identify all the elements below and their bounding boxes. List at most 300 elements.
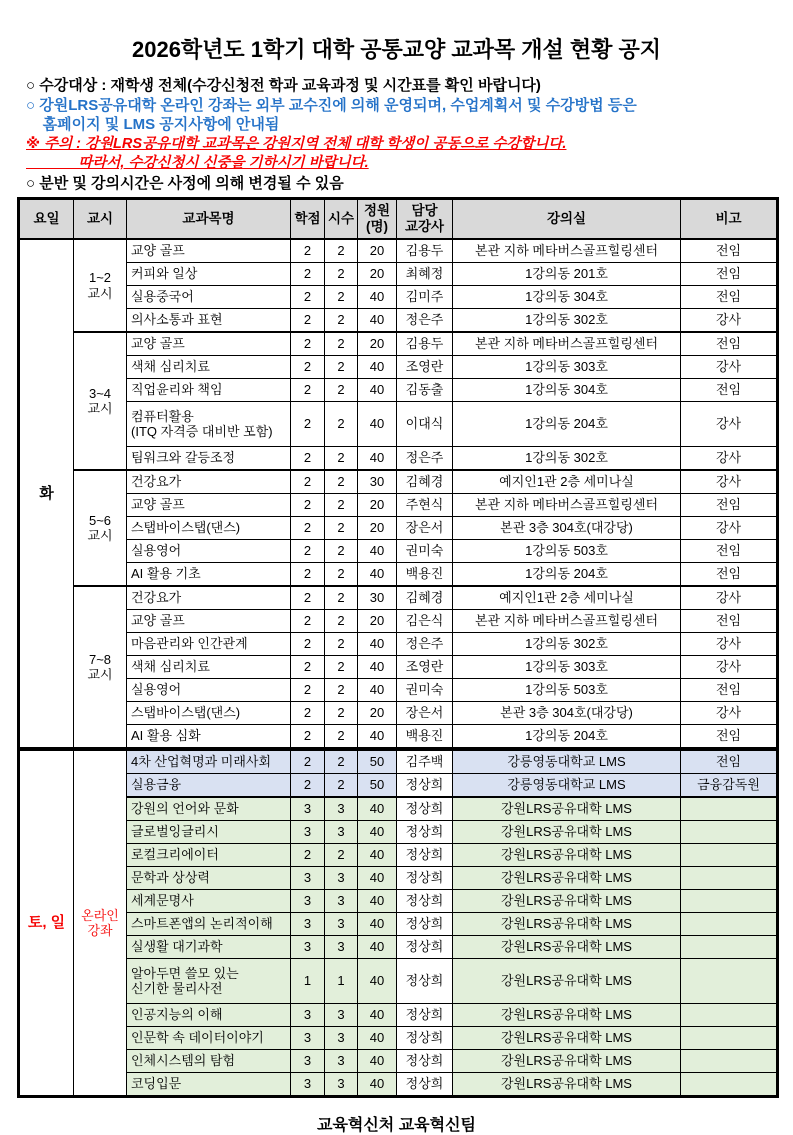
room-cell: 1강의동 302호 <box>453 633 681 656</box>
instructor-cell: 김용두 <box>397 332 453 356</box>
credit-cell: 3 <box>291 890 325 913</box>
quota-cell: 40 <box>358 890 397 913</box>
quota-cell: 40 <box>358 633 397 656</box>
room-cell: 1강의동 304호 <box>453 286 681 309</box>
course-name-cell: 실생활 대기과학 <box>127 936 291 959</box>
quota-cell: 40 <box>358 540 397 563</box>
credit-cell: 3 <box>291 797 325 821</box>
column-header: 담당 교강사 <box>397 199 453 240</box>
room-cell: 강원LRS공유대학 LMS <box>453 913 681 936</box>
credit-cell: 2 <box>291 749 325 774</box>
course-table <box>17 197 779 1098</box>
hours-cell: 2 <box>325 494 358 517</box>
quota-cell: 40 <box>358 913 397 936</box>
course-name-cell: 알아두면 쓸모 있는 신기한 물리사전 <box>127 959 291 1004</box>
table-row <box>19 263 778 286</box>
room-cell: 예지인1관 2층 세미나실 <box>453 470 681 494</box>
credit-cell: 2 <box>291 332 325 356</box>
quota-cell: 40 <box>358 402 397 447</box>
quota-cell: 40 <box>358 867 397 890</box>
instructor-cell: 정은주 <box>397 447 453 471</box>
credit-cell: 2 <box>291 633 325 656</box>
table-row <box>19 749 778 774</box>
table-row <box>19 379 778 402</box>
instructor-cell: 정상희 <box>397 844 453 867</box>
quota-cell: 40 <box>358 1027 397 1050</box>
hours-cell: 3 <box>325 1004 358 1027</box>
hours-cell: 2 <box>325 332 358 356</box>
quota-cell: 50 <box>358 774 397 798</box>
note-cell: 강사 <box>681 656 778 679</box>
instructor-cell: 권미숙 <box>397 679 453 702</box>
hours-cell: 2 <box>325 774 358 798</box>
room-cell: 1강의동 304호 <box>453 379 681 402</box>
credit-cell: 2 <box>291 494 325 517</box>
course-name-cell: 스탭바이스탭(댄스) <box>127 702 291 725</box>
note-cell <box>681 867 778 890</box>
instructor-cell: 김용두 <box>397 239 453 263</box>
course-name-cell: 팀워크와 갈등조정 <box>127 447 291 471</box>
credit-cell: 2 <box>291 610 325 633</box>
table-row <box>19 540 778 563</box>
note-cell <box>681 821 778 844</box>
room-cell: 본관 3층 304호(대강당) <box>453 517 681 540</box>
quota-cell: 20 <box>358 494 397 517</box>
note-cell: 전임 <box>681 679 778 702</box>
page-title: 2026학년도 1학기 대학 공통교양 교과목 개설 현황 공지 <box>131 37 661 62</box>
course-name-cell: 인공지능의 이해 <box>127 1004 291 1027</box>
column-header: 정원 (명) <box>358 199 397 240</box>
period-cell: 3~4 교시 <box>74 332 127 470</box>
table-row <box>19 821 778 844</box>
hours-cell: 3 <box>325 1050 358 1073</box>
hours-cell: 3 <box>325 936 358 959</box>
table-row <box>19 563 778 587</box>
note-cell: 전임 <box>681 286 778 309</box>
room-cell: 강릉영동대학교 LMS <box>453 749 681 774</box>
course-name-cell: 인체시스템의 탐험 <box>127 1050 291 1073</box>
column-header: 시수 <box>325 199 358 240</box>
column-header: 강의실 <box>453 199 681 240</box>
room-cell: 강원LRS공유대학 LMS <box>453 1050 681 1073</box>
credit-cell: 2 <box>291 356 325 379</box>
note-cell: 전임 <box>681 494 778 517</box>
note-cell <box>681 936 778 959</box>
column-header: 교과목명 <box>127 199 291 240</box>
note-cell: 강사 <box>681 586 778 610</box>
day-cell: 화 <box>19 239 74 749</box>
instructor-cell: 정상희 <box>397 1073 453 1097</box>
room-cell: 1강의동 204호 <box>453 402 681 447</box>
quota-cell: 40 <box>358 725 397 750</box>
quota-cell: 20 <box>358 702 397 725</box>
quota-cell: 20 <box>358 239 397 263</box>
quota-cell: 40 <box>358 563 397 587</box>
note-cell: 강사 <box>681 517 778 540</box>
hours-cell: 2 <box>325 610 358 633</box>
hours-cell: 2 <box>325 586 358 610</box>
column-header: 비고 <box>681 199 778 240</box>
course-name-cell: 실용영어 <box>127 679 291 702</box>
table-row <box>19 610 778 633</box>
note-cell <box>681 959 778 1004</box>
instructor-cell: 정은주 <box>397 309 453 333</box>
note-cell: 강사 <box>681 470 778 494</box>
footer-text: 교육혁신처 교육혁신팀 <box>316 1117 476 1134</box>
room-cell: 강릉영동대학교 LMS <box>453 774 681 798</box>
room-cell: 1강의동 302호 <box>453 447 681 471</box>
quota-cell: 40 <box>358 356 397 379</box>
note-cell: 전임 <box>681 610 778 633</box>
course-name-cell: 건강요가 <box>127 586 291 610</box>
credit-cell: 2 <box>291 679 325 702</box>
room-cell: 1강의동 302호 <box>453 309 681 333</box>
table-row <box>19 656 778 679</box>
table-row <box>19 447 778 471</box>
quota-cell: 20 <box>358 332 397 356</box>
note-cell: 강사 <box>681 402 778 447</box>
note-cell: 전임 <box>681 540 778 563</box>
hours-cell: 3 <box>325 1073 358 1097</box>
credit-cell: 2 <box>291 586 325 610</box>
credit-cell: 2 <box>291 656 325 679</box>
table-row <box>19 702 778 725</box>
instructor-cell: 정상희 <box>397 890 453 913</box>
room-cell: 1강의동 303호 <box>453 356 681 379</box>
course-name-cell: 실용영어 <box>127 540 291 563</box>
table-row <box>19 309 778 333</box>
room-cell: 예지인1관 2층 세미나실 <box>453 586 681 610</box>
course-name-cell: 직업윤리와 책임 <box>127 379 291 402</box>
table-row <box>19 890 778 913</box>
quota-cell: 40 <box>358 959 397 1004</box>
room-cell: 1강의동 503호 <box>453 540 681 563</box>
course-name-cell: AI 활용 심화 <box>127 725 291 750</box>
credit-cell: 3 <box>291 821 325 844</box>
course-name-cell: 색채 심리치료 <box>127 356 291 379</box>
hours-cell: 2 <box>325 379 358 402</box>
note-cell <box>681 1004 778 1027</box>
instructor-cell: 장은서 <box>397 517 453 540</box>
instructor-cell: 조영란 <box>397 356 453 379</box>
room-cell: 1강의동 204호 <box>453 725 681 750</box>
room-cell: 본관 지하 메타버스골프힐링센터 <box>453 494 681 517</box>
quota-cell: 50 <box>358 749 397 774</box>
quota-cell: 40 <box>358 379 397 402</box>
room-cell: 본관 지하 메타버스골프힐링센터 <box>453 332 681 356</box>
credit-cell: 2 <box>291 447 325 471</box>
note-cell: 전임 <box>681 749 778 774</box>
credit-cell: 3 <box>291 913 325 936</box>
instructor-cell: 정상희 <box>397 774 453 798</box>
note-line: ○ 분반 및 강의시간은 사정에 의해 변경될 수 있음 <box>26 174 344 192</box>
course-name-cell: 마음관리와 인간관계 <box>127 633 291 656</box>
credit-cell: 2 <box>291 844 325 867</box>
credit-cell: 2 <box>291 517 325 540</box>
header-row <box>19 199 778 240</box>
hours-cell: 3 <box>325 821 358 844</box>
hours-cell: 2 <box>325 749 358 774</box>
hours-cell: 3 <box>325 890 358 913</box>
hours-cell: 2 <box>325 540 358 563</box>
hours-cell: 3 <box>325 797 358 821</box>
note-cell <box>681 890 778 913</box>
credit-cell: 3 <box>291 1027 325 1050</box>
credit-cell: 1 <box>291 959 325 1004</box>
instructor-cell: 백용진 <box>397 725 453 750</box>
credit-cell: 3 <box>291 1004 325 1027</box>
note-cell <box>681 844 778 867</box>
course-name-cell: 교양 골프 <box>127 332 291 356</box>
hours-cell: 2 <box>325 633 358 656</box>
note-line: ○ 수강대상 : 재학생 전체(수강신청전 학과 교육과정 및 시간표를 확인 바랍니다) <box>26 77 541 94</box>
credit-cell: 3 <box>291 1050 325 1073</box>
course-name-cell: 스탭바이스탭(댄스) <box>127 517 291 540</box>
quota-cell: 20 <box>358 610 397 633</box>
hours-cell: 2 <box>325 563 358 587</box>
table-row <box>19 1004 778 1027</box>
room-cell: 강원LRS공유대학 LMS <box>453 1004 681 1027</box>
quota-cell: 40 <box>358 1050 397 1073</box>
table-row <box>19 494 778 517</box>
room-cell: 본관 지하 메타버스골프힐링센터 <box>453 239 681 263</box>
course-name-cell: 강원의 언어와 문화 <box>127 797 291 821</box>
course-name-cell: 교양 골프 <box>127 494 291 517</box>
column-header: 요일 <box>19 199 74 240</box>
room-cell: 1강의동 201호 <box>453 263 681 286</box>
note-cell: 강사 <box>681 309 778 333</box>
table-row <box>19 797 778 821</box>
note-cell: 전임 <box>681 332 778 356</box>
room-cell: 1강의동 303호 <box>453 656 681 679</box>
table-row <box>19 1050 778 1073</box>
table-row <box>19 1073 778 1097</box>
quota-cell: 30 <box>358 470 397 494</box>
room-cell: 강원LRS공유대학 LMS <box>453 844 681 867</box>
course-name-cell: 세계문명사 <box>127 890 291 913</box>
credit-cell: 3 <box>291 1073 325 1097</box>
instructor-cell: 김주백 <box>397 749 453 774</box>
course-name-cell: 스마트폰앱의 논리적이해 <box>127 913 291 936</box>
note-cell: 강사 <box>681 633 778 656</box>
table-row <box>19 1027 778 1050</box>
hours-cell: 1 <box>325 959 358 1004</box>
note-cell: 강사 <box>681 356 778 379</box>
table-row <box>19 867 778 890</box>
hours-cell: 2 <box>325 356 358 379</box>
quota-cell: 30 <box>358 586 397 610</box>
note-cell: 전임 <box>681 563 778 587</box>
instructor-cell: 정상희 <box>397 1027 453 1050</box>
course-name-cell: 교양 골프 <box>127 239 291 263</box>
period-cell: 온라인 강좌 <box>74 749 127 1097</box>
quota-cell: 40 <box>358 309 397 333</box>
instructor-cell: 김미주 <box>397 286 453 309</box>
credit-cell: 2 <box>291 402 325 447</box>
credit-cell: 2 <box>291 263 325 286</box>
room-cell: 본관 3층 304호(대강당) <box>453 702 681 725</box>
hours-cell: 2 <box>325 679 358 702</box>
notes <box>26 76 793 193</box>
hours-cell: 2 <box>325 844 358 867</box>
course-name-cell: 인문학 속 데이터이야기 <box>127 1027 291 1050</box>
period-cell: 1~2 교시 <box>74 239 127 332</box>
note-cell: 강사 <box>681 702 778 725</box>
table-row <box>19 470 778 494</box>
note-cell: 전임 <box>681 379 778 402</box>
hours-cell: 3 <box>325 913 358 936</box>
instructor-cell: 주현식 <box>397 494 453 517</box>
table-row <box>19 679 778 702</box>
table-row <box>19 239 778 263</box>
table-row <box>19 402 778 447</box>
credit-cell: 2 <box>291 379 325 402</box>
quota-cell: 40 <box>358 844 397 867</box>
course-name-cell: 글로벌잉글리시 <box>127 821 291 844</box>
credit-cell: 2 <box>291 702 325 725</box>
instructor-cell: 백용진 <box>397 563 453 587</box>
note-cell <box>681 913 778 936</box>
hours-cell: 2 <box>325 239 358 263</box>
course-name-cell: 코딩입문 <box>127 1073 291 1097</box>
quota-cell: 40 <box>358 936 397 959</box>
instructor-cell: 김혜경 <box>397 470 453 494</box>
course-name-cell: 의사소통과 표현 <box>127 309 291 333</box>
hours-cell: 2 <box>325 309 358 333</box>
room-cell: 1강의동 503호 <box>453 679 681 702</box>
hours-cell: 2 <box>325 517 358 540</box>
room-cell: 강원LRS공유대학 LMS <box>453 1073 681 1097</box>
hours-cell: 3 <box>325 1027 358 1050</box>
note-cell: 전임 <box>681 725 778 750</box>
room-cell: 본관 지하 메타버스골프힐링센터 <box>453 610 681 633</box>
quota-cell: 40 <box>358 286 397 309</box>
course-name-cell: 컴퓨터활용 (ITQ 자격증 대비반 포함) <box>127 402 291 447</box>
room-cell: 1강의동 204호 <box>453 563 681 587</box>
table-row <box>19 286 778 309</box>
course-name-cell: 실용금융 <box>127 774 291 798</box>
instructor-cell: 권미숙 <box>397 540 453 563</box>
quota-cell: 40 <box>358 679 397 702</box>
course-name-cell: 4차 산업혁명과 미래사회 <box>127 749 291 774</box>
note-cell: 강사 <box>681 447 778 471</box>
quota-cell: 40 <box>358 821 397 844</box>
hours-cell: 3 <box>325 867 358 890</box>
credit-cell: 2 <box>291 563 325 587</box>
room-cell: 강원LRS공유대학 LMS <box>453 797 681 821</box>
course-name-cell: 교양 골프 <box>127 610 291 633</box>
credit-cell: 2 <box>291 309 325 333</box>
credit-cell: 2 <box>291 725 325 750</box>
instructor-cell: 장은서 <box>397 702 453 725</box>
course-name-cell: 건강요가 <box>127 470 291 494</box>
quota-cell: 40 <box>358 1073 397 1097</box>
period-cell: 7~8 교시 <box>74 586 127 749</box>
room-cell: 강원LRS공유대학 LMS <box>453 959 681 1004</box>
instructor-cell: 정상희 <box>397 913 453 936</box>
hours-cell: 2 <box>325 263 358 286</box>
hours-cell: 2 <box>325 402 358 447</box>
note-cell: 전임 <box>681 263 778 286</box>
credit-cell: 2 <box>291 286 325 309</box>
hours-cell: 2 <box>325 725 358 750</box>
instructor-cell: 정은주 <box>397 633 453 656</box>
period-cell: 5~6 교시 <box>74 470 127 586</box>
quota-cell: 20 <box>358 517 397 540</box>
table-row <box>19 844 778 867</box>
instructor-cell: 최혜정 <box>397 263 453 286</box>
room-cell: 강원LRS공유대학 LMS <box>453 936 681 959</box>
table-row <box>19 725 778 750</box>
note-line: ○ 강원LRS공유대학 온라인 강좌는 외부 교수진에 의해 운영되며, 수업계획서 및 수강방법 등은 <box>26 96 637 114</box>
hours-cell: 2 <box>325 656 358 679</box>
quota-cell: 40 <box>358 797 397 821</box>
column-header: 교시 <box>74 199 127 240</box>
course-table-body <box>19 239 778 1097</box>
course-name-cell: 실용중국어 <box>127 286 291 309</box>
quota-cell: 20 <box>358 263 397 286</box>
hours-cell: 2 <box>325 470 358 494</box>
course-name-cell: 색채 심리치료 <box>127 656 291 679</box>
table-row <box>19 332 778 356</box>
credit-cell: 2 <box>291 470 325 494</box>
room-cell: 강원LRS공유대학 LMS <box>453 867 681 890</box>
instructor-cell: 김동출 <box>397 379 453 402</box>
instructor-cell: 정상희 <box>397 959 453 1004</box>
instructor-cell: 김혜경 <box>397 586 453 610</box>
credit-cell: 2 <box>291 540 325 563</box>
credit-cell: 2 <box>291 239 325 263</box>
quota-cell: 40 <box>358 656 397 679</box>
hours-cell: 2 <box>325 702 358 725</box>
credit-cell: 3 <box>291 936 325 959</box>
note-line: 홈페이지 및 LMS 공지사항에 안내됨 <box>26 116 280 133</box>
instructor-cell: 정상희 <box>397 821 453 844</box>
course-name-cell: AI 활용 기초 <box>127 563 291 587</box>
credit-cell: 3 <box>291 867 325 890</box>
table-row <box>19 774 778 798</box>
instructor-cell: 이대식 <box>397 402 453 447</box>
hours-cell: 2 <box>325 286 358 309</box>
instructor-cell: 정상희 <box>397 1004 453 1027</box>
note-cell: 금융감독원 <box>681 774 778 798</box>
instructor-cell: 정상희 <box>397 797 453 821</box>
note-cell <box>681 1027 778 1050</box>
course-name-cell: 커피와 일상 <box>127 263 291 286</box>
room-cell: 강원LRS공유대학 LMS <box>453 890 681 913</box>
note-cell <box>681 1073 778 1097</box>
instructor-cell: 정상희 <box>397 936 453 959</box>
table-row <box>19 959 778 1004</box>
hours-cell: 2 <box>325 447 358 471</box>
table-row <box>19 356 778 379</box>
instructor-cell: 조영란 <box>397 656 453 679</box>
day-cell: 토, 일 <box>19 749 74 1097</box>
table-row <box>19 586 778 610</box>
instructor-cell: 김은식 <box>397 610 453 633</box>
note-cell <box>681 1050 778 1073</box>
note-line: ※ 주의 : 강원LRS공유대학 교과목은 강원지역 전체 대학 학생이 공동으로 수강합니다. <box>26 135 567 152</box>
instructor-cell: 정상희 <box>397 1050 453 1073</box>
note-line: 따라서, 수강신청시 신중을 기하시기 바랍니다. <box>26 155 369 171</box>
room-cell: 강원LRS공유대학 LMS <box>453 1027 681 1050</box>
note-cell: 전임 <box>681 239 778 263</box>
table-row <box>19 633 778 656</box>
table-row <box>19 936 778 959</box>
table-row <box>19 517 778 540</box>
table-row <box>19 913 778 936</box>
quota-cell: 40 <box>358 1004 397 1027</box>
